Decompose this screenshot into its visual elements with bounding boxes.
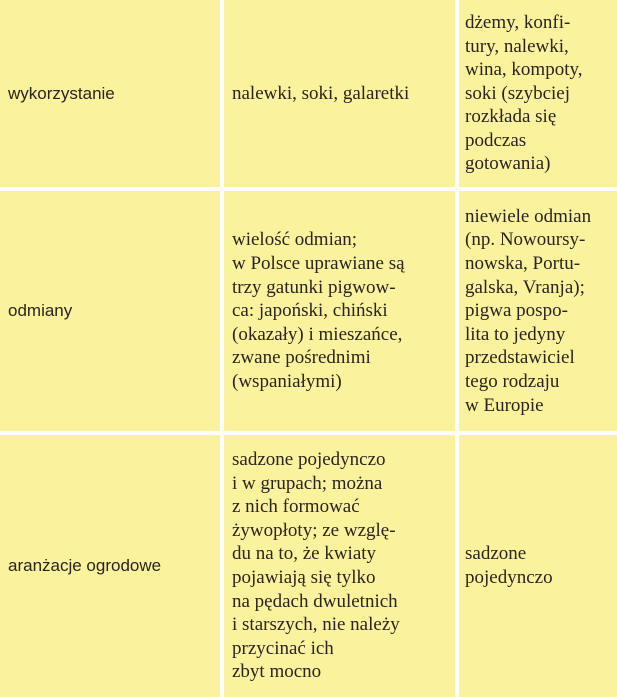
table-cell xyxy=(224,435,455,697)
table-cell xyxy=(459,0,617,187)
cell-text: dżemy, konfi- tury, nalewki, wina, kompoty, soki (szybciej rozkłada się podczas gotowania) xyxy=(465,11,583,175)
cell-text: sadzone pojedynczo xyxy=(465,543,553,588)
row-label-cell xyxy=(0,191,220,431)
table-cell xyxy=(224,0,455,187)
row-label: wykorzystanie xyxy=(8,83,115,103)
table-cell xyxy=(459,191,617,431)
row-label-cell xyxy=(0,0,220,187)
cell-text: wielość odmian; w Polsce uprawiane są trzy gatunki pigwow- ca: japoński, chiński (okazały) i mieszańce, zwane pośrednimi (wspaniałymi) xyxy=(232,229,405,392)
cell-text: nalewki, soki, galaretki xyxy=(232,82,410,104)
table-cell xyxy=(224,191,455,431)
cell-text: niewiele odmian (np. Nowoursy- nowska, Portu- galska, Vranja); pigwa pospo- lita to jedyny przedstawiciel tego rodzaju w Europie xyxy=(465,205,592,416)
cell-text: sadzone pojedynczo i w grupach; można z nich formować żywopłoty; ze wzglę- du na to, że kwiaty pojawiają się tylko na pędach dwuletnich i starszych, nie należy przycinać ich zbyt mocno xyxy=(232,449,400,683)
row-label-cell xyxy=(0,435,220,697)
row-label: odmiany xyxy=(8,301,73,320)
row-label: aranżacje ogrodowe xyxy=(8,556,162,575)
table-cell xyxy=(459,435,617,697)
